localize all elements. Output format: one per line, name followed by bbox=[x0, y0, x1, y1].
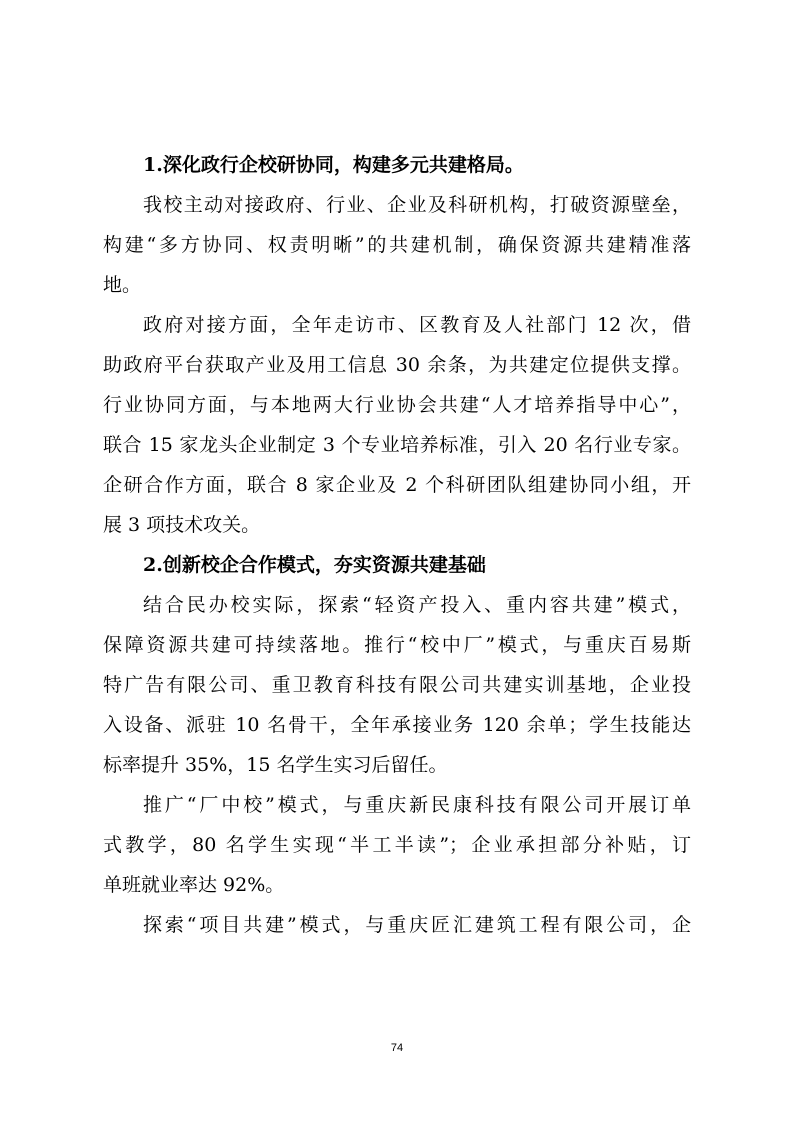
paragraph-line: 行业协同方面，与本地两大行业协会共建“人才培养指导中心”， bbox=[103, 394, 691, 416]
paragraph-line: 标率提升 35%，15 名学生实习后留任。 bbox=[103, 754, 448, 776]
document-body bbox=[103, 145, 691, 945]
paragraph-5 bbox=[103, 905, 691, 945]
paragraph-2 bbox=[103, 305, 691, 545]
section-heading-2: 2.创新校企合作模式，夯实资源共建基础 bbox=[143, 554, 486, 576]
paragraph-line: 展 3 项技术攻关。 bbox=[103, 514, 261, 536]
paragraph-1 bbox=[103, 185, 691, 305]
paragraph-line: 式教学，80 名学生实现“半工半读”；企业承担部分补贴，订 bbox=[103, 834, 691, 856]
paragraph-line: 结合民办校实际，探索“轻资产投入、重内容共建”模式， bbox=[143, 594, 691, 616]
paragraph-line: 单班就业率达 92%。 bbox=[103, 874, 285, 896]
paragraph-line: 我校主动对接政府、行业、企业及科研机构，打破资源壁垒， bbox=[143, 194, 691, 216]
paragraph-line: 探索“项目共建”模式，与重庆匠汇建筑工程有限公司，企 bbox=[143, 914, 691, 936]
section-heading-1: 1.深化政行企校研协同，构建多元共建格局。 bbox=[143, 154, 524, 176]
paragraph-3 bbox=[103, 585, 691, 785]
paragraph-line: 构建“多方协同、权责明晰”的共建机制，确保资源共建精准落 bbox=[103, 234, 691, 256]
paragraph-line: 保障资源共建可持续落地。推行“校中厂”模式，与重庆百易斯 bbox=[103, 634, 691, 656]
paragraph-line: 政府对接方面，全年走访市、区教育及人社部门 12 次，借 bbox=[143, 314, 691, 336]
paragraph-line: 推广“厂中校”模式，与重庆新民康科技有限公司开展订单 bbox=[143, 794, 691, 816]
paragraph-line: 联合 15 家龙头企业制定 3 个专业培养标准，引入 20 名行业专家。 bbox=[103, 434, 691, 456]
paragraph-4 bbox=[103, 785, 691, 905]
paragraph-line: 企研合作方面，联合 8 家企业及 2 个科研团队组建协同小组，开 bbox=[103, 474, 691, 496]
paragraph-line: 助政府平台获取产业及用工信息 30 余条，为共建定位提供支撑。 bbox=[103, 354, 691, 376]
paragraph-line: 地。 bbox=[103, 274, 142, 296]
page-number: 74 bbox=[390, 1042, 404, 1054]
paragraph-line: 入设备、派驻 10 名骨干，全年承接业务 120 余单；学生技能达 bbox=[103, 714, 691, 736]
paragraph-line: 特广告有限公司、重卫教育科技有限公司共建实训基地，企业投 bbox=[103, 674, 691, 696]
